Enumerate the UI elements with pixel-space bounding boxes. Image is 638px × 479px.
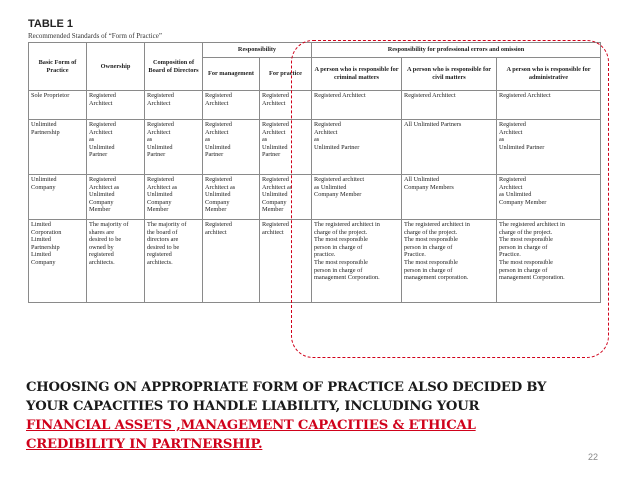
cell-administrative: The registered architect in charge of the project. The most responsible person in charge of Practice. The most responsible person in charge of management Corporation. (497, 220, 601, 303)
cell-administrative: Registered Architect as Unlimited Company Member (497, 175, 601, 220)
cell-management: Registered Architect (203, 91, 260, 120)
col-header-board: Composition of Board of Directors (145, 43, 203, 91)
group-header-responsibility: Responsibility (203, 43, 312, 58)
cell-practice: Registered Architect as Unlimited Partner (260, 120, 312, 175)
col-header-ownership: Ownership (87, 43, 145, 91)
table-row (29, 91, 601, 120)
cell-ownership: Registered Architect (87, 91, 145, 120)
cell-criminal: Registered Architect (312, 91, 402, 120)
cell-ownership: Registered Architect as Unlimited Company Member (87, 175, 145, 220)
cell-board: Registered Architect as Unlimited Company Member (145, 175, 203, 220)
cell-civil: All Unlimited Company Members (402, 175, 497, 220)
col-header-civil: A person who is responsible for civil matters (402, 58, 497, 91)
cell-civil: Registered Architect (402, 91, 497, 120)
cell-criminal: Registered Architect as Unlimited Partner (312, 120, 402, 175)
cell-criminal: The registered architect in charge of the project. The most responsible person in charge of practice. The most responsible person in charge of management Corporation. (312, 220, 402, 303)
cell-form: Limited Corporation Limited Partnership Limited Company (29, 220, 87, 303)
slide-title: 2.4 COMPANY’S ACT AND LIABILITY (240, 0, 571, 21)
table-title: TABLE 1 (28, 18, 74, 30)
cell-ownership: The majority of shares are desired to be owned by registered architects. (87, 220, 145, 303)
cell-ownership: Registered Architect as Unlimited Partner (87, 120, 145, 175)
cell-practice: Registered Architect as Unlimited Company Member (260, 175, 312, 220)
cell-management: Registered Architect as Unlimited Company Member (203, 175, 260, 220)
table-caption: Recommended Standards of “Form of Practice” (28, 32, 162, 40)
cell-management: Registered Architect as Unlimited Partner (203, 120, 260, 175)
cell-management: Registered architect (203, 220, 260, 303)
page-number: 22 (588, 452, 599, 462)
cell-form: Sole Proprietor (29, 91, 87, 120)
table-row (29, 120, 601, 175)
cell-practice: Registered architect (260, 220, 312, 303)
col-header-criminal: A person who is responsible for criminal matters (312, 58, 402, 91)
cell-board: Registered Architect (145, 91, 203, 120)
col-header-management: For management (203, 58, 260, 91)
col-header-practice: For practice (260, 58, 312, 91)
cell-form: Unlimited Company (29, 175, 87, 220)
cell-board: The majority of the board of directors are desired to be registered architects. (145, 220, 203, 303)
cell-civil: All Unlimited Partners (402, 120, 497, 175)
table-row (29, 175, 601, 220)
table-header-row-groups (29, 43, 601, 58)
col-header-administrative: A person who is responsible for administrative (497, 58, 601, 91)
cell-administrative: Registered Architect (497, 91, 601, 120)
cell-form: Unlimited Partnership (29, 120, 87, 175)
group-header-professional: Responsibility for professional errors and omission (312, 43, 601, 58)
cell-practice: Registered Architect (260, 91, 312, 120)
statement-part1: CHOOSING ON APPROPRIATE FORM OF PRACTICE ALSO DECIDED BY YOUR CAPACITIES TO HANDLE LIABILITY, INCLUDING YOUR (26, 380, 547, 414)
cell-board: Registered Architect as Unlimited Partner (145, 120, 203, 175)
cell-civil: The registered architect in charge of the project. The most responsible person in charge of Practice. The most responsible person in charge of management corporation. (402, 220, 497, 303)
table-row (29, 220, 601, 303)
col-header-basic-form: Basic Form of Practice (29, 43, 87, 91)
form-of-practice-table (28, 42, 601, 303)
cell-criminal: Registered architect as Unlimited Company Member (312, 175, 402, 220)
cell-administrative: Registered Architect as Unlimited Partner (497, 120, 601, 175)
statement-text (26, 378, 566, 454)
statement-highlight: FINANCIAL ASSETS ,MANAGEMENT CAPACITIES & ETHICAL CREDIBILITY IN PARTNERSHIP. (26, 418, 476, 452)
